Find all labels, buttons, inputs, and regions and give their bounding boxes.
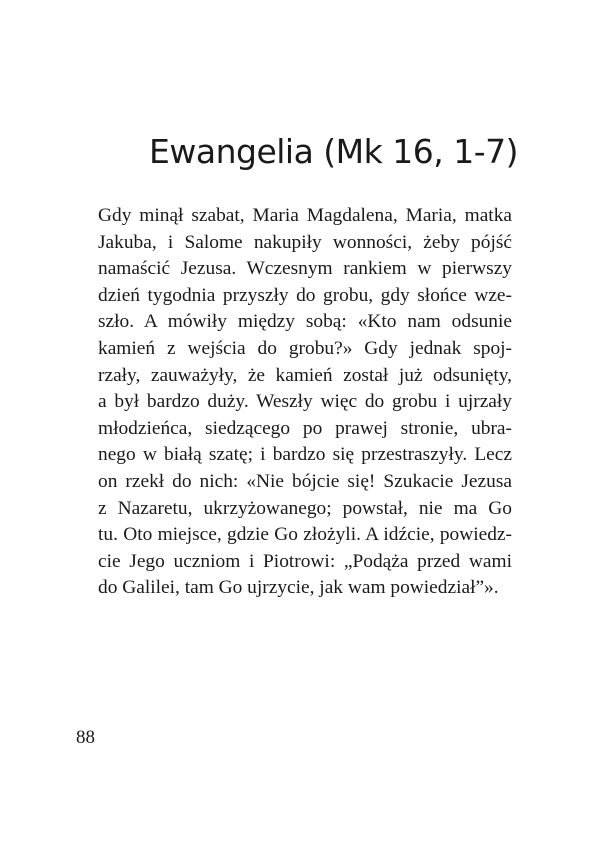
- text-line: do Galilei, tam Go ujrzycie, jak wam powiedział”».: [98, 577, 499, 599]
- text-line: on rzekł do nich: «Nie bójcie się! Szukacie Jezusa: [98, 470, 512, 492]
- gospel-text: [98, 203, 512, 602]
- text-line: Gdy minął szabat, Maria Magdalena, Maria, matka: [98, 205, 512, 226]
- text-line: z Nazaretu, ukrzyżowanego; powstał, nie ma Go: [98, 497, 512, 519]
- text-line: nego w białą szatę; i bardzo się przestraszyły. Lecz: [98, 444, 512, 466]
- text-line: młodzieńca, siedzącego po prawej stronie, ubra-: [98, 417, 512, 439]
- text-line: a był bardzo duży. Weszły więc do grobu i ujrzały: [98, 391, 512, 413]
- text-line: namaścić Jezusa. Wczesnym rankiem w pierwszy: [98, 258, 512, 280]
- page-title: Ewangelia (Mk 16, 1-7): [149, 132, 518, 171]
- text-line: Jakuba, i Salome nakupiły wonności, żeby pójść: [98, 231, 512, 253]
- text-line: tu. Oto miejsce, gdzie Go złożyli. A idźcie, powiedz-: [98, 524, 512, 546]
- text-line: dzień tygodnia przyszły do grobu, gdy słońce wze-: [98, 284, 512, 306]
- text-line: cie Jego uczniom i Piotrowi: „Podąża przed wami: [98, 550, 512, 572]
- text-line: szło. A mówiły między sobą: «Kto nam odsunie: [98, 311, 512, 333]
- text-line: kamień z wejścia do grobu?» Gdy jednak spoj-: [98, 337, 512, 359]
- page-number: 88: [76, 727, 95, 748]
- text-line: rzały, zauważyły, że kamień został już odsunięty,: [98, 364, 512, 386]
